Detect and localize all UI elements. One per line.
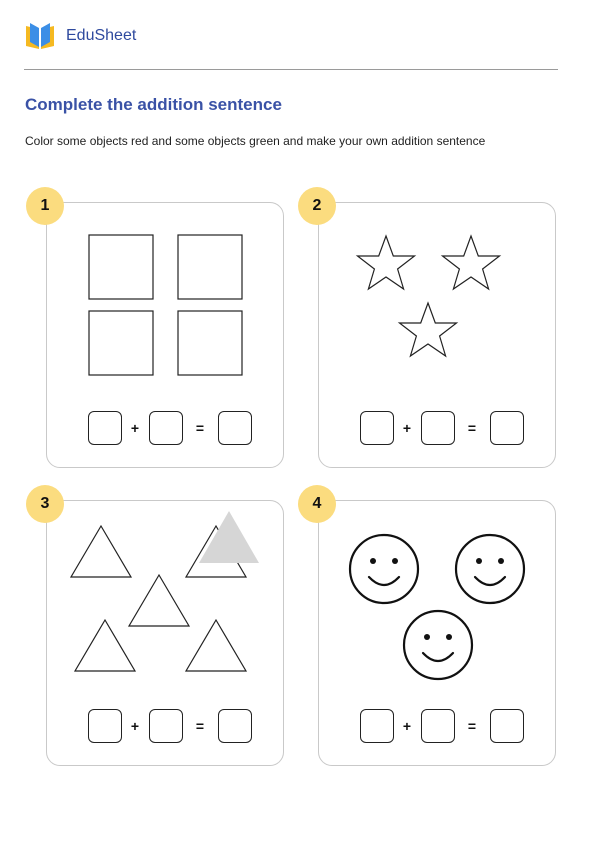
addend-box-1[interactable] — [88, 411, 122, 445]
star-icon — [400, 303, 457, 356]
square-icon — [89, 235, 153, 299]
smiley-face-icon — [404, 611, 472, 679]
problem-number-badge-2: 2 — [298, 187, 336, 225]
problem-number-badge-1: 1 — [26, 187, 64, 225]
triangle-icon — [71, 526, 131, 577]
sum-box[interactable] — [490, 709, 524, 743]
problem-number-badge-3: 3 — [26, 485, 64, 523]
plus-sign: + — [402, 718, 412, 734]
addend-box-1[interactable] — [360, 709, 394, 743]
problem-card-2 — [318, 202, 556, 468]
brand-name: EduSheet — [66, 27, 137, 44]
header-divider — [24, 69, 558, 70]
addend-box-2[interactable] — [421, 411, 455, 445]
problem-card-3 — [46, 500, 284, 766]
problem-card-1 — [46, 202, 284, 468]
addend-box-2[interactable] — [421, 709, 455, 743]
addition-sentence — [88, 411, 251, 445]
addition-sentence — [360, 709, 523, 743]
equals-sign: = — [195, 718, 205, 734]
star-icon — [443, 236, 500, 289]
problem-card-4 — [318, 500, 556, 766]
addend-box-1[interactable] — [360, 411, 394, 445]
worksheet-title: Complete the addition sentence — [25, 95, 282, 114]
equals-sign: = — [467, 718, 477, 734]
smiley-face-icon — [350, 535, 418, 603]
equals-sign: = — [195, 420, 205, 436]
star-icon — [358, 236, 415, 289]
triangle-icon — [186, 620, 246, 671]
worksheet-instructions: Color some objects red and some objects green and make your own addition sentence — [25, 134, 486, 148]
addition-sentence — [88, 709, 251, 743]
plus-sign: + — [402, 420, 412, 436]
header — [24, 20, 136, 52]
addend-box-2[interactable] — [149, 411, 183, 445]
open-book-icon — [24, 20, 56, 52]
addend-box-2[interactable] — [149, 709, 183, 743]
square-icon — [89, 311, 153, 375]
triangle-icon — [75, 620, 135, 671]
sum-box[interactable] — [218, 411, 252, 445]
smiley-face-icon — [456, 535, 524, 603]
equals-sign: = — [467, 420, 477, 436]
addition-sentence — [360, 411, 523, 445]
sum-box[interactable] — [490, 411, 524, 445]
grey-triangle-decoration-icon — [199, 511, 259, 563]
square-icon — [178, 235, 242, 299]
plus-sign: + — [130, 718, 140, 734]
addend-box-1[interactable] — [88, 709, 122, 743]
square-icon — [178, 311, 242, 375]
sum-box[interactable] — [218, 709, 252, 743]
problem-number-badge-4: 4 — [298, 485, 336, 523]
triangle-icon — [129, 575, 189, 626]
plus-sign: + — [130, 420, 140, 436]
